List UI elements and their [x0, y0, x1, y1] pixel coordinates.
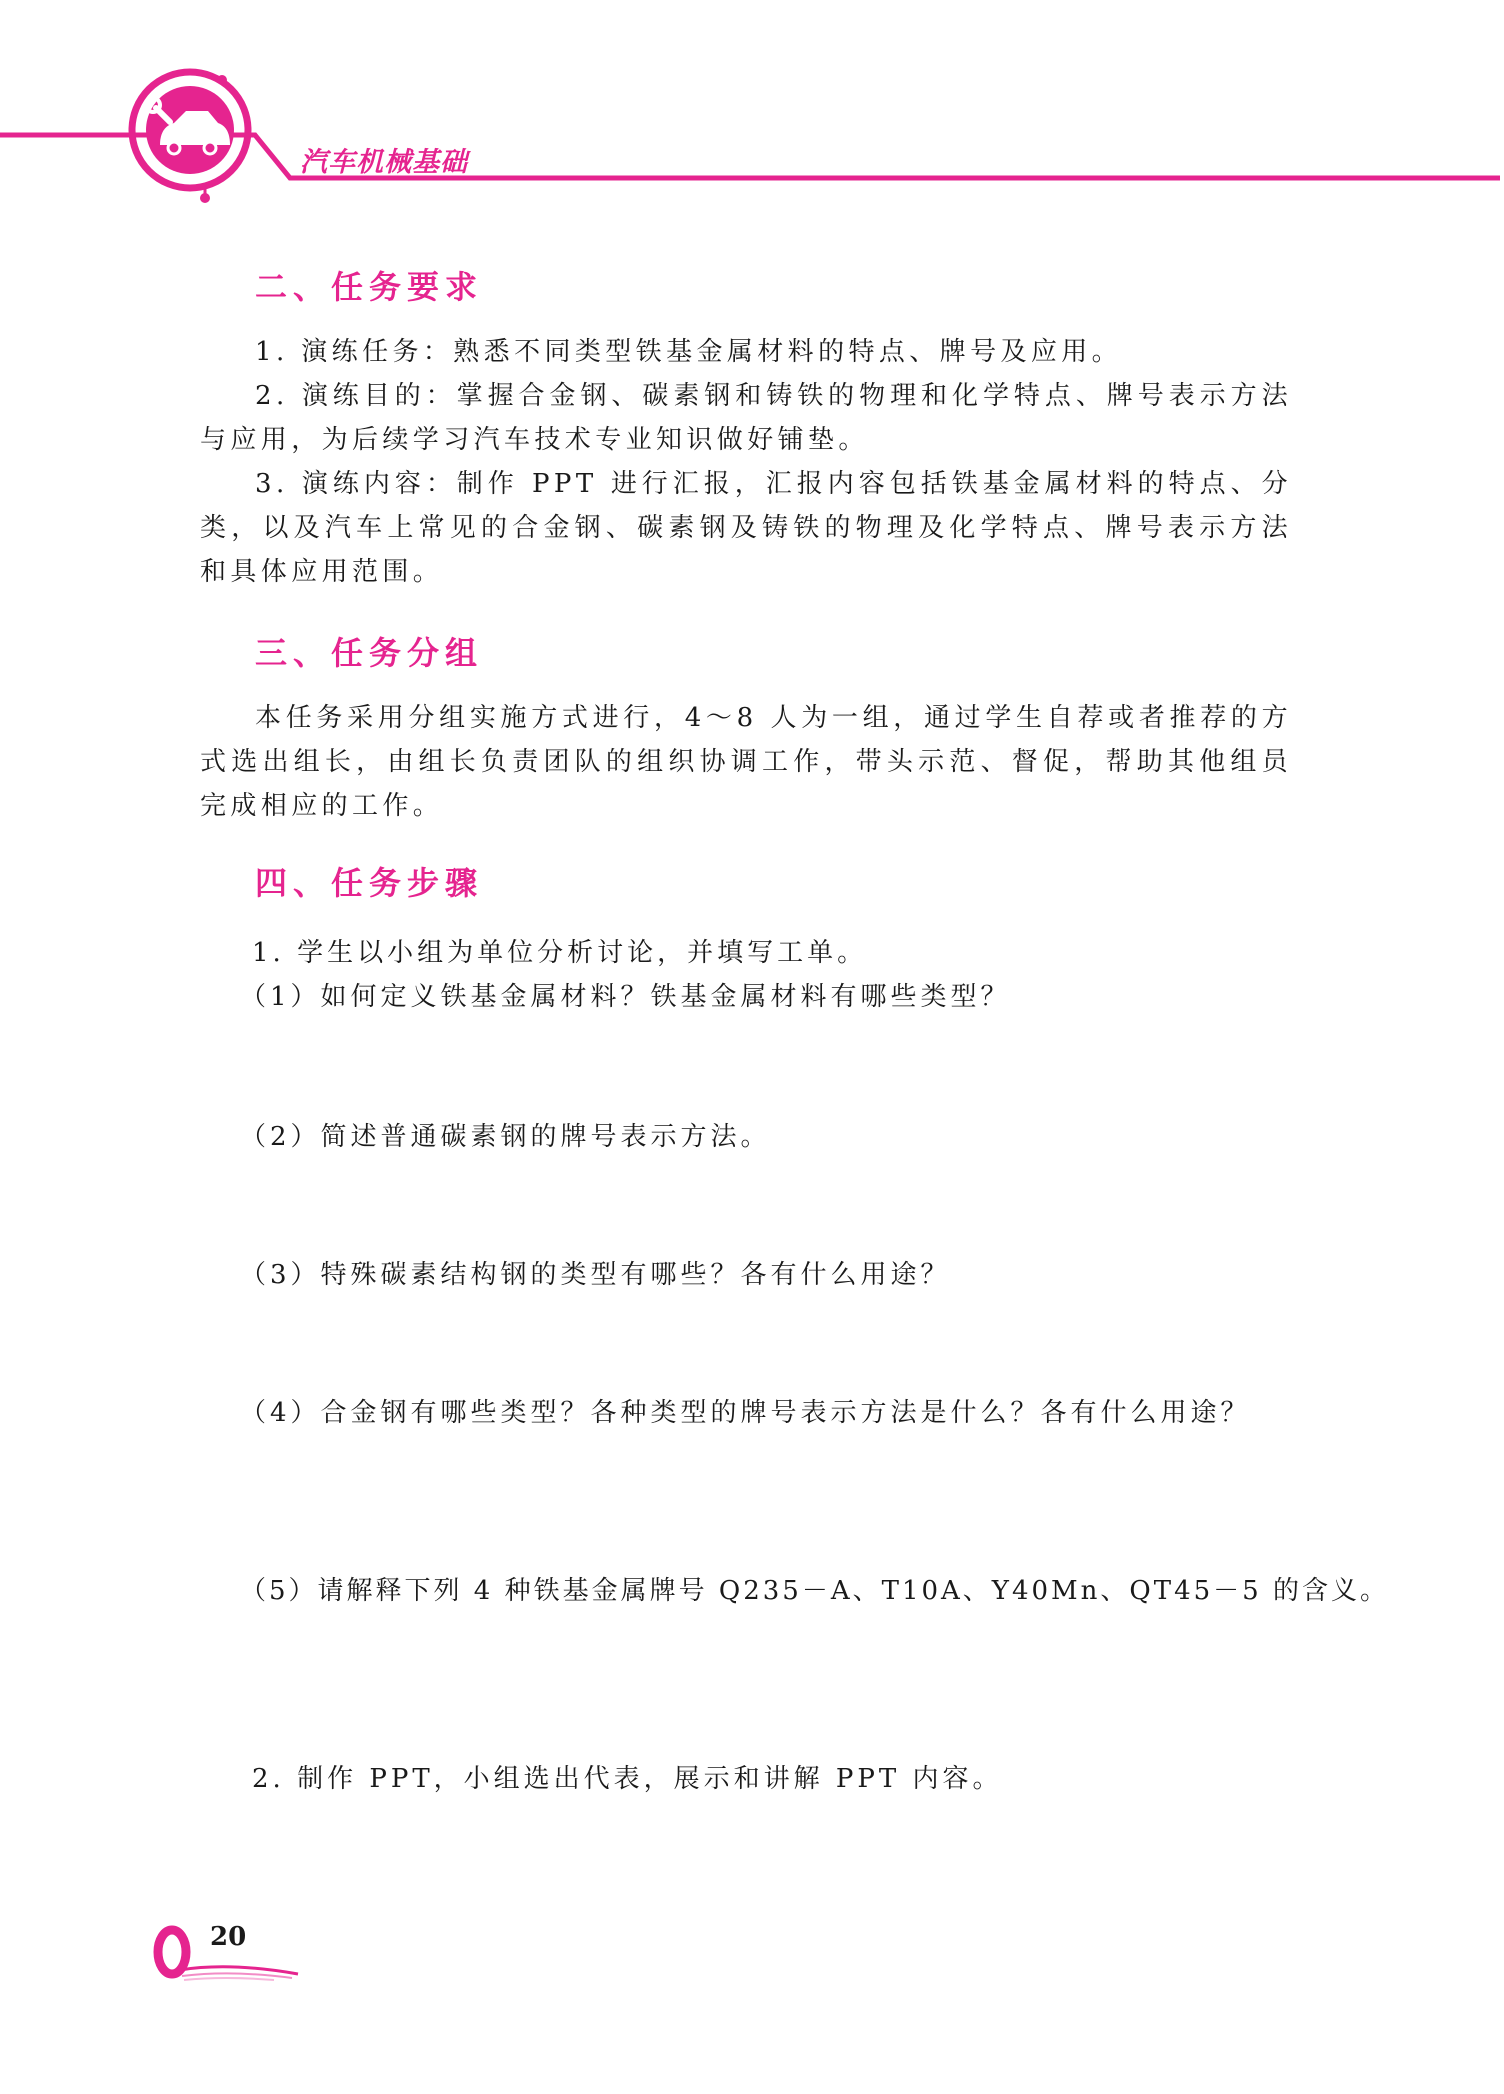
section-title-requirements: 二、任务要求 [255, 268, 484, 306]
requirement-goal: 2. 演练目的：掌握合金钢、碳素钢和铸铁的物理和化学特点、牌号表示方法与应用，为后续学习汽车技术专业知识做好铺垫。 [200, 381, 1292, 455]
page-number: 20 [210, 1922, 247, 1952]
section-title-steps: 四、任务步骤 [255, 864, 484, 902]
car-wrench-logo-icon [132, 72, 248, 203]
question-2: （2）简述普通碳素钢的牌号表示方法。 [240, 1122, 771, 1152]
question-3: （3）特殊碳素结构钢的类型有哪些？各有什么用途？ [240, 1260, 951, 1290]
section-title-grouping: 三、任务分组 [255, 634, 484, 672]
page-header [0, 0, 1504, 230]
book-title: 汽车机械基础 [300, 147, 468, 178]
grouping-paragraph: 本任务采用分组实施方式进行，4～8 人为一组，通过学生自荐或者推荐的方式选出组长，由组长负责团队的组织协调工作，带头示范、督促，帮助其他组员完成相应的工作。 [200, 703, 1292, 821]
step-2: 2. 制作 PPT，小组选出代表，展示和讲解 PPT 内容。 [252, 1764, 1003, 1794]
requirement-task: 1. 演练任务：熟悉不同类型铁基金属材料的特点、牌号及应用。 [255, 337, 1123, 367]
header-graphic [0, 0, 1504, 230]
question-1: （1）如何定义铁基金属材料？铁基金属材料有哪些类型？ [240, 982, 1011, 1012]
step-1: 1. 学生以小组为单位分析讨论，并填写工单。 [252, 938, 868, 968]
requirement-content: 3. 演练内容：制作 PPT 进行汇报，汇报内容包括铁基金属材料的特点、分类，以及汽车上常见的合金钢、碳素钢及铸铁的物理及化学特点、牌号表示方法和具体应用范围。 [200, 469, 1292, 587]
question-5: （5）请解释下列 4 种铁基金属牌号 Q235－A、T10A、Y40Mn、QT45－5 的含义。 [240, 1576, 1389, 1606]
question-4: （4）合金钢有哪些类型？各种类型的牌号表示方法是什么？各有什么用途？ [240, 1398, 1251, 1428]
